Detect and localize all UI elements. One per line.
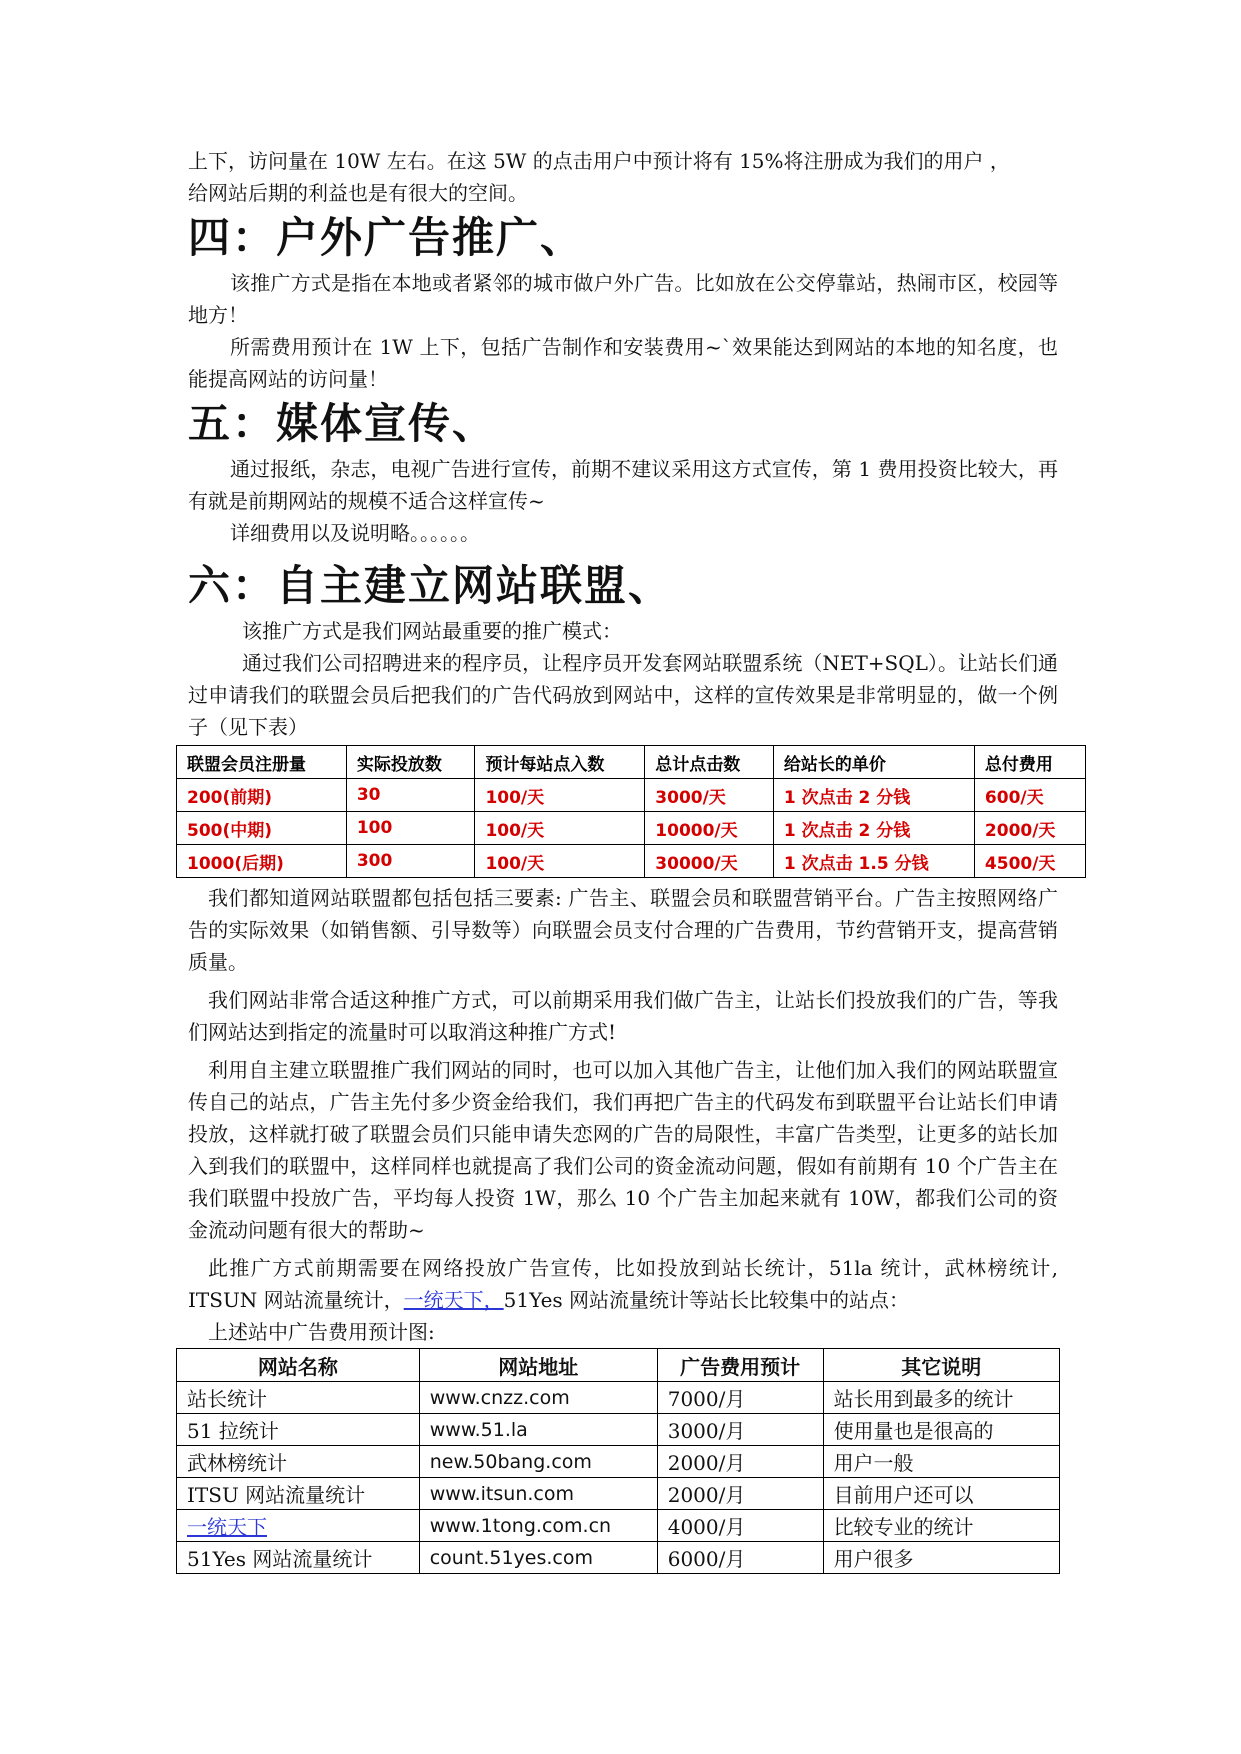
table-header-row (177, 746, 1086, 779)
table-cell: 300 (346, 845, 475, 878)
table-cell: 3000/天 (645, 779, 774, 812)
table-cell: 51Yes 网站流量统计 (177, 1542, 420, 1574)
table-cell: 30000/天 (645, 845, 774, 878)
table-cell: ITSU 网站流量统计 (177, 1478, 420, 1510)
table-cell: 100/天 (475, 845, 645, 878)
intro-line-1: 上下，访问量在 10W 左右。在这 5W 的点击用户中预计将有 15%将注册成为我们的用户 ， (188, 149, 1010, 173)
section-5-heading: 五：媒体宣传、 (188, 399, 497, 448)
table-header-cell: 预计每站点入数 (475, 746, 645, 779)
section-5-paragraph-1: 通过报纸，杂志，电视广告进行宣传，前期不建议采用这方式宣传，第 1 费用投资比较大，再有就是前期网站的规模不适合这样宣传~ (188, 457, 1058, 513)
table-row (177, 812, 1086, 845)
after-paragraph-4 (188, 1252, 1058, 1316)
table-cell: 用户一般 (823, 1446, 1059, 1478)
table-cell: 10000/天 (645, 812, 774, 845)
table-cell: 100/天 (475, 779, 645, 812)
table-cell: 1 次点击 2 分钱 (773, 812, 974, 845)
table-cell: 使用量也是很高的 (823, 1414, 1059, 1446)
table-header-cell: 网站名称 (177, 1349, 420, 1382)
table-row (177, 1446, 1060, 1478)
table-cell: 比较专业的统计 (823, 1510, 1059, 1542)
table-header-cell: 总付费用 (974, 746, 1085, 779)
table-cell: 100 (346, 812, 475, 845)
section-6-paragraph-2: 通过我们公司招聘进来的程序员，让程序员开发套网站联盟系统（NET+SQL）。让站长们通过申请我们的联盟会员后把我们的广告代码放到网站中，这样的宣传效果是非常明显的，做一个例子（见下表） (188, 651, 1058, 739)
table-cell: 51 拉统计 (177, 1414, 420, 1446)
after-paragraph-1: 我们都知道网站联盟都包括包括三要素: 广告主、联盟会员和联盟营销平台。广告主按照网络广告的实际效果（如销售额、引导数等）向联盟会员支付合理的广告费用，节约营销开支，提高营销质量。 (188, 886, 1058, 974)
table-cell: www.cnzz.com (419, 1382, 657, 1414)
table-cell: 目前用户还可以 (823, 1478, 1059, 1510)
section-4-paragraph-2: 所需费用预计在 1W 上下，包括广告制作和安装费用~`效果能达到网站的本地的知名度，也能提高网站的访问量！ (188, 335, 1058, 391)
table-cell: 500(中期) (177, 812, 347, 845)
yitong-table-link[interactable]: 一统天下 (187, 1515, 267, 1539)
table-row (177, 1382, 1060, 1414)
table-cell: 4000/月 (657, 1510, 823, 1542)
after-paragraph-2: 我们网站非常合适这种推广方式，可以前期采用我们做广告主，让站长们投放我们的广告，等我们网站达到指定的流量时可以取消这种推广方式! (188, 988, 1058, 1044)
section-4-heading: 四：户外广告推广、 (188, 213, 585, 262)
table-row (177, 1510, 1060, 1542)
table-cell: www.51.la (419, 1414, 657, 1446)
table-row (177, 845, 1086, 878)
section-5-paragraph-2: 详细费用以及说明略。。。。。。 (230, 521, 480, 545)
table-cell: 站长用到最多的统计 (823, 1382, 1059, 1414)
document-page (188, 145, 1058, 1574)
table-cell: 600/天 (974, 779, 1085, 812)
after-paragraph-4-text: 此推广方式前期需要在网络投放广告宣传，比如投放到站长统计，51la 统计，武林榜统计, ITSUN 网站流量统计， (188, 1256, 1058, 1312)
table-cell: www.itsun.com (419, 1478, 657, 1510)
yitong-link[interactable]: 一统天下， (403, 1288, 504, 1312)
table-cell: 30 (346, 779, 475, 812)
table-row (177, 1414, 1060, 1446)
table-header-cell: 网站地址 (419, 1349, 657, 1382)
table-cell: 2000/天 (974, 812, 1085, 845)
table-cell: new.50bang.com (419, 1446, 657, 1478)
table-cell: 2000/月 (657, 1446, 823, 1478)
table-header-cell: 广告费用预计 (657, 1349, 823, 1382)
table-row (177, 779, 1086, 812)
table-cell: 4500/天 (974, 845, 1085, 878)
table-cell: 7000/月 (657, 1382, 823, 1414)
table-cell (177, 1510, 420, 1542)
ad-cost-table (176, 1348, 1060, 1574)
table-cell: 站长统计 (177, 1382, 420, 1414)
table-cell: 3000/月 (657, 1414, 823, 1446)
table-cell: 2000/月 (657, 1478, 823, 1510)
table-cell: 6000/月 (657, 1542, 823, 1574)
table-cell: 1 次点击 2 分钱 (773, 779, 974, 812)
table-cell: count.51yes.com (419, 1542, 657, 1574)
table-header-cell: 给站长的单价 (773, 746, 974, 779)
table-header-row (177, 1349, 1060, 1382)
section-4-paragraph-1: 该推广方式是指在本地或者紧邻的城市做户外广告。比如放在公交停靠站，热闹市区，校园等地方！ (188, 271, 1058, 327)
table-cell: 武林榜统计 (177, 1446, 420, 1478)
alliance-table (176, 745, 1086, 878)
table-header-cell: 联盟会员注册量 (177, 746, 347, 779)
after-paragraph-5: 上述站中广告费用预计图: (208, 1320, 435, 1344)
section-6-heading: 六：自主建立网站联盟、 (188, 561, 673, 610)
table-header-cell: 总计点击数 (645, 746, 774, 779)
table-cell: 用户很多 (823, 1542, 1059, 1574)
table-row (177, 1478, 1060, 1510)
table-cell: 1000(后期) (177, 845, 347, 878)
intro-line-2: 给网站后期的利益也是有很大的空间。 (188, 181, 528, 205)
table-cell: 100/天 (475, 812, 645, 845)
section-6-paragraph-1: 该推广方式是我们网站最重要的推广模式： (242, 619, 622, 643)
table-row (177, 1542, 1060, 1574)
table-header-cell: 实际投放数 (346, 746, 475, 779)
table-header-cell: 其它说明 (823, 1349, 1059, 1382)
after-paragraph-4-text-end: 51Yes 网站流量统计等站长比较集中的站点： (503, 1288, 910, 1312)
table-cell: 200(前期) (177, 779, 347, 812)
table-cell: 1 次点击 1.5 分钱 (773, 845, 974, 878)
table-cell: www.1tong.com.cn (419, 1510, 657, 1542)
after-paragraph-3: 利用自主建立联盟推广我们网站的同时，也可以加入其他广告主，让他们加入我们的网站联盟宣传自己的站点，广告主先付多少资金给我们，我们再把广告主的代码发布到联盟平台让站长们申请投放，这样就打破了联盟会员们只能申请失恋网的广告的局限性，丰富广告类型，让更多的站长加入到我们的联盟中，这样同样也就提高了我们公司的资金流动问题，假如有前期有 10 个广告主在我们联盟中投放广告，平均每人投资 1W，那么 10 个广告主加起来就有 10W，都我们公司的资金流动问题有很大的帮助~ (188, 1058, 1058, 1242)
